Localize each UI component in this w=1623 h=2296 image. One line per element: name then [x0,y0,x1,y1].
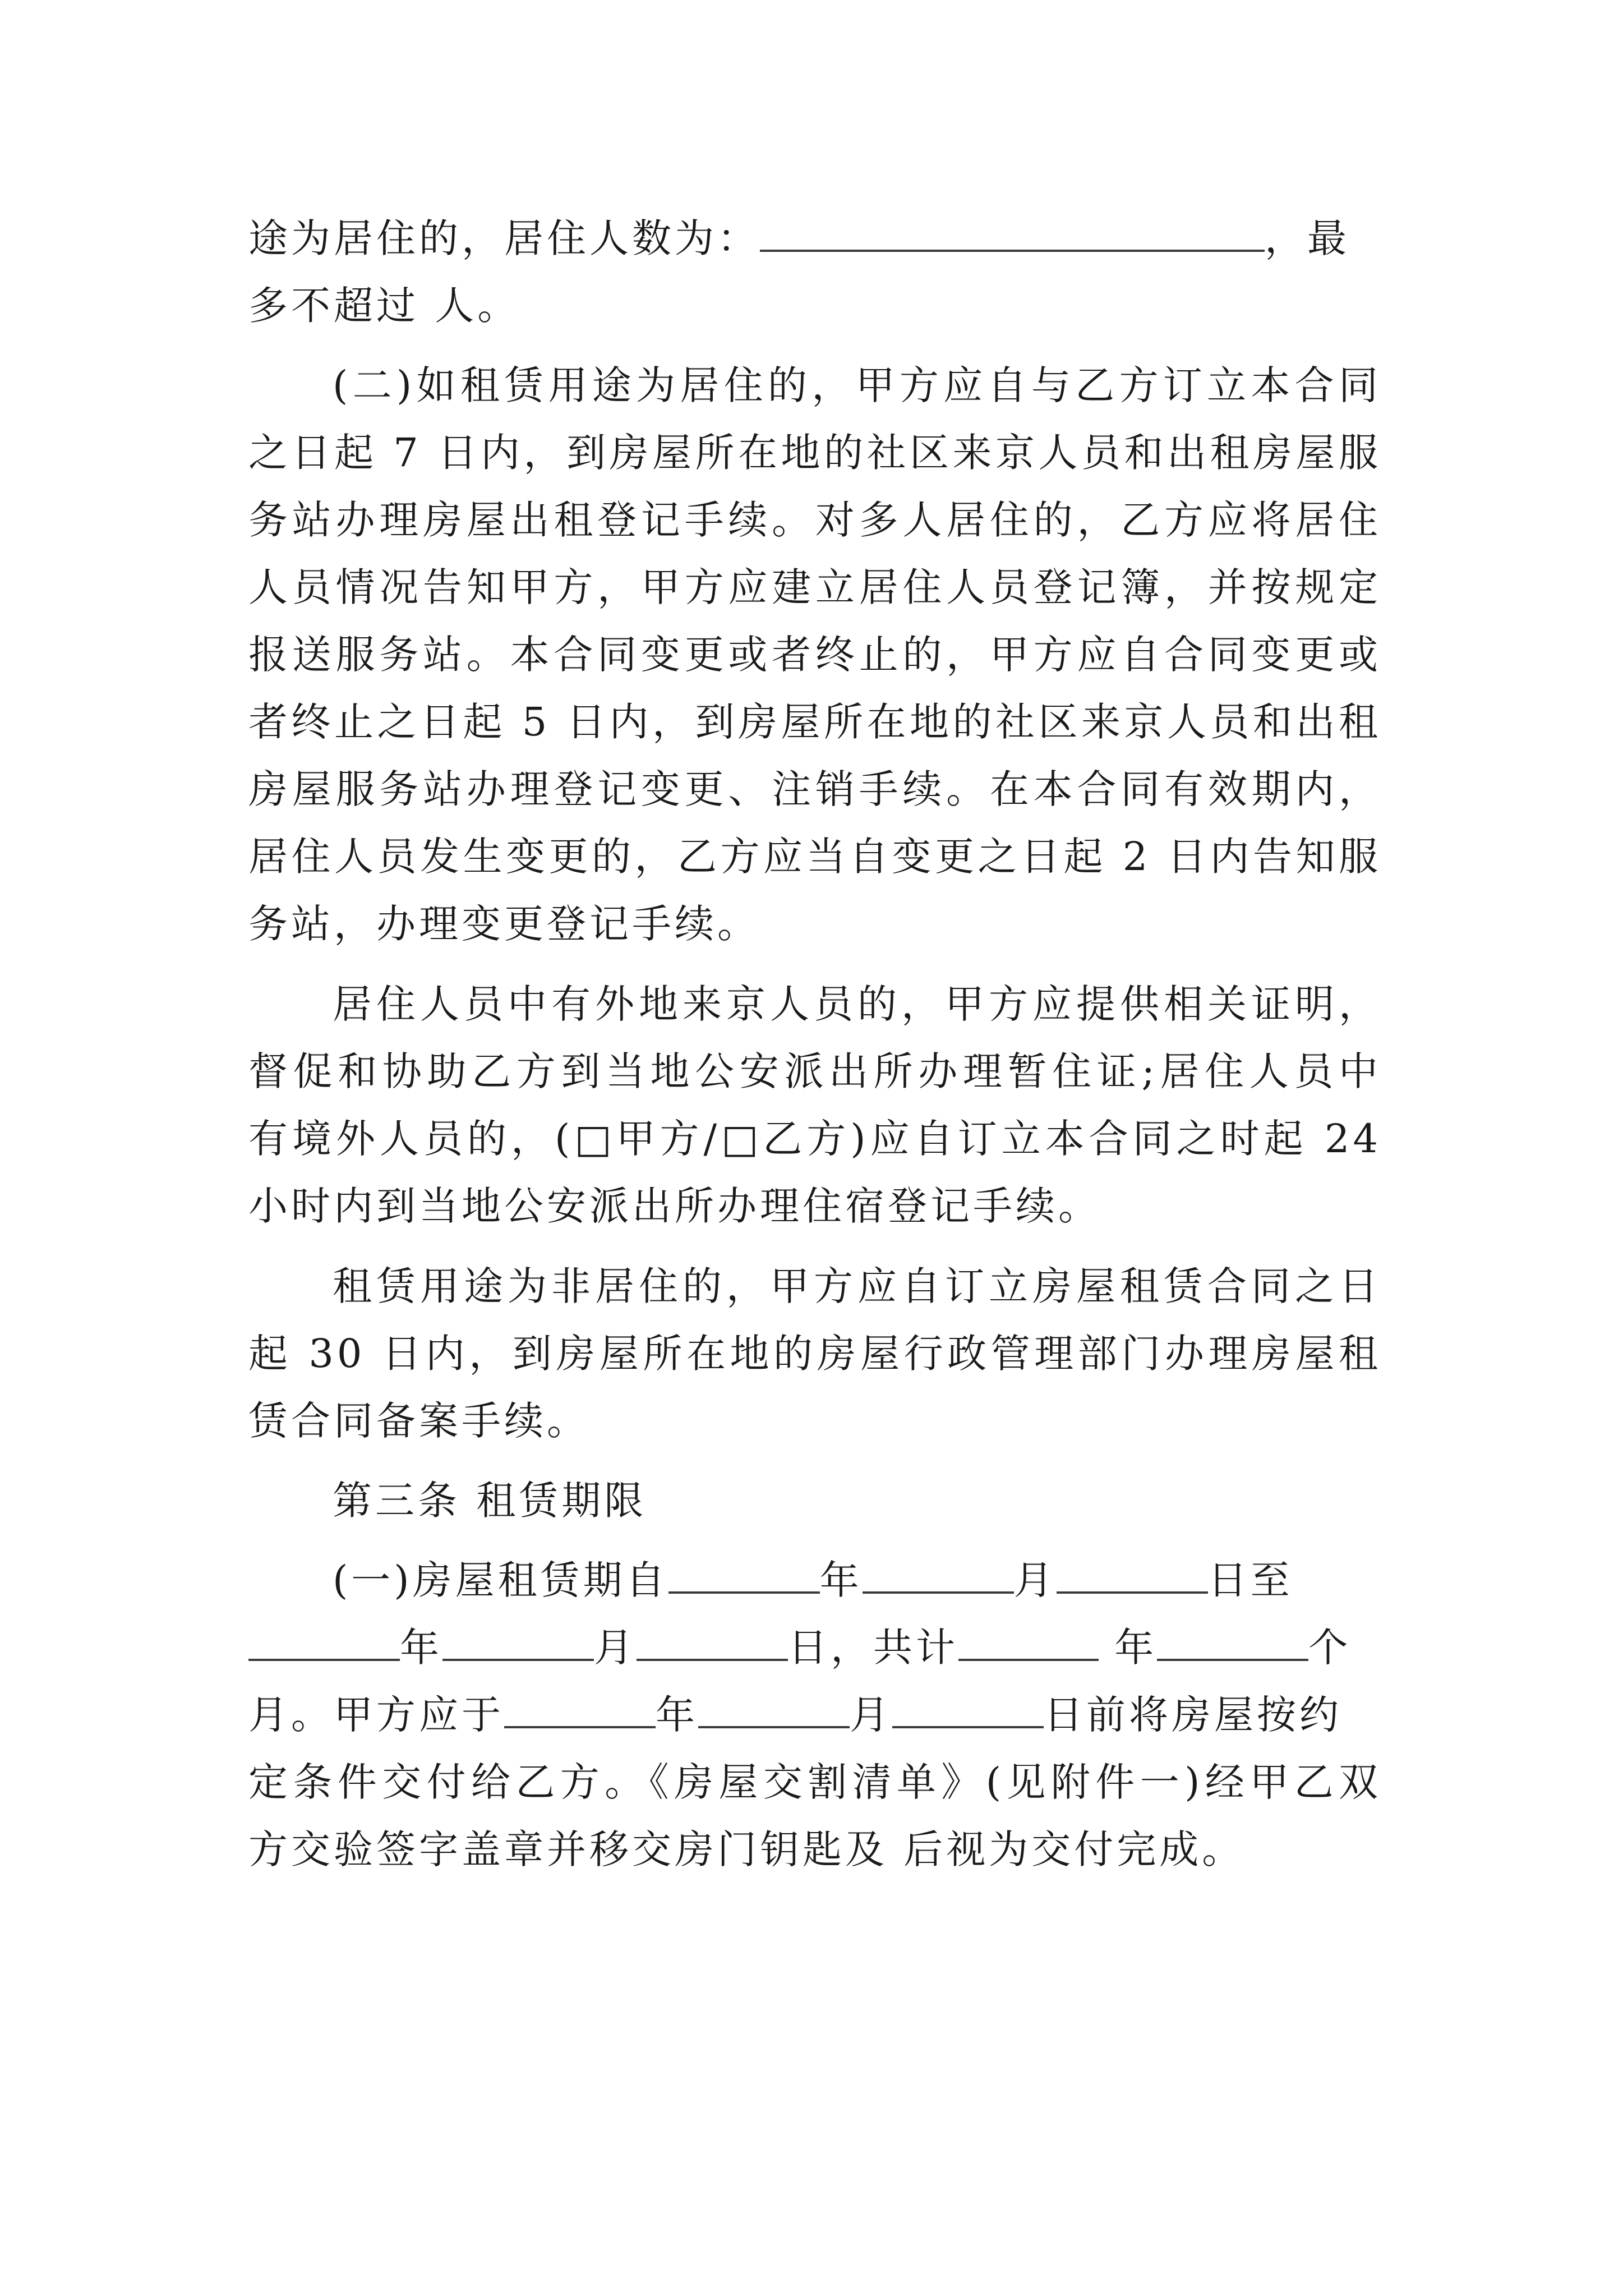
text-segment: 年 [819,1557,863,1603]
year-blank[interactable] [668,1558,820,1594]
paragraph-2-line-6: 者终止之日起 5 日内，到房屋所在地的社区来京人员和出租 [248,699,1381,745]
term-line-2 [248,1614,1351,1681]
paragraph-4-line-3: 赁合同备案手续。 [248,1398,589,1444]
day-blank[interactable] [1057,1558,1208,1594]
section-heading: 第三条 租赁期限 [333,1478,647,1524]
term-line-1 [333,1547,1293,1614]
day-blank[interactable] [637,1625,788,1661]
year-blank[interactable] [248,1625,400,1661]
text-segment: 途为居住的，居住人数为： [248,215,760,261]
months-count-blank[interactable] [1157,1625,1308,1661]
term-line-4: 定条件交付给乙方。《房屋交割清单》(见附件一)经甲乙双 [248,1759,1381,1805]
paragraph-2-line-5: 报送服务站。本合同变更或者终止的，甲方应自合同变更或 [248,632,1381,678]
text-line-1 [248,205,1350,272]
text-segment: 月。甲方应于 [248,1692,504,1738]
paragraph-3-line-2: 督促和协助乙方到当地公安派出所办理暂住证;居住人员中 [248,1048,1381,1094]
text-segment: 月 [850,1692,892,1738]
paragraph-2-line-9: 务站，办理变更登记手续。 [248,901,760,947]
text-segment: 月 [1013,1557,1057,1603]
paragraph-4-line-1: 租赁用途为非居住的，甲方应自订立房屋租赁合同之日 [333,1263,1381,1309]
paragraph-4-line-2: 起 30 日内，到房屋所在地的房屋行政管理部门办理房屋租 [248,1331,1381,1377]
text-segment: 日，共计 [788,1625,958,1671]
text-segment: 日前将房屋按约 [1044,1692,1342,1738]
paragraph-2-line-7: 房屋服务站办理登记变更、注销手续。在本合同有效期内， [248,766,1381,812]
paragraph-2-line-3: 务站办理房屋出租登记手续。对多人居住的，乙方应将居住 [248,497,1381,543]
text-segment: 年 [1099,1625,1158,1671]
text-segment: 个 [1308,1625,1352,1671]
paragraph-3-line-4: 小时内到当地公安派出所办理住宿登记手续。 [248,1183,1101,1229]
years-count-blank[interactable] [958,1625,1099,1661]
day-blank[interactable] [892,1692,1044,1728]
paragraph-2-line-2: 之日起 7 日内，到房屋所在地的社区来京人员和出租房屋服 [248,430,1381,476]
fill-in-blank[interactable] [760,216,1265,252]
month-blank[interactable] [863,1558,1014,1594]
paragraph-2-line-1: (二)如租赁用途为居住的，甲方应自与乙方订立本合同 [333,362,1381,408]
text-segment: (一)房屋租赁期自 [333,1557,668,1603]
text-segment: 年 [656,1692,698,1738]
text-line-2: 多不超过 人。 [248,283,520,329]
paragraph-3-line-3: 有境外人员的，(□甲方/□乙方)应自订立本合同之时起 24 [248,1116,1381,1162]
paragraph-2-line-4: 人员情况告知甲方，甲方应建立居住人员登记簿，并按规定 [248,564,1381,610]
year-blank[interactable] [504,1692,656,1728]
text-segment: 日至 [1207,1557,1293,1603]
text-segment: ，最 [1265,215,1350,261]
month-blank[interactable] [442,1625,594,1661]
term-line-5: 方交验签字盖章并移交房门钥匙及 后视为交付完成。 [248,1826,1245,1872]
term-line-3 [248,1681,1342,1749]
paragraph-3-line-1: 居住人员中有外地来京人员的，甲方应提供相关证明， [333,981,1381,1027]
month-blank[interactable] [698,1692,850,1728]
text-segment: 年 [400,1625,442,1671]
text-segment: 月 [594,1625,637,1671]
paragraph-2-line-8: 居住人员发生变更的，乙方应当自变更之日起 2 日内告知服 [248,834,1381,880]
